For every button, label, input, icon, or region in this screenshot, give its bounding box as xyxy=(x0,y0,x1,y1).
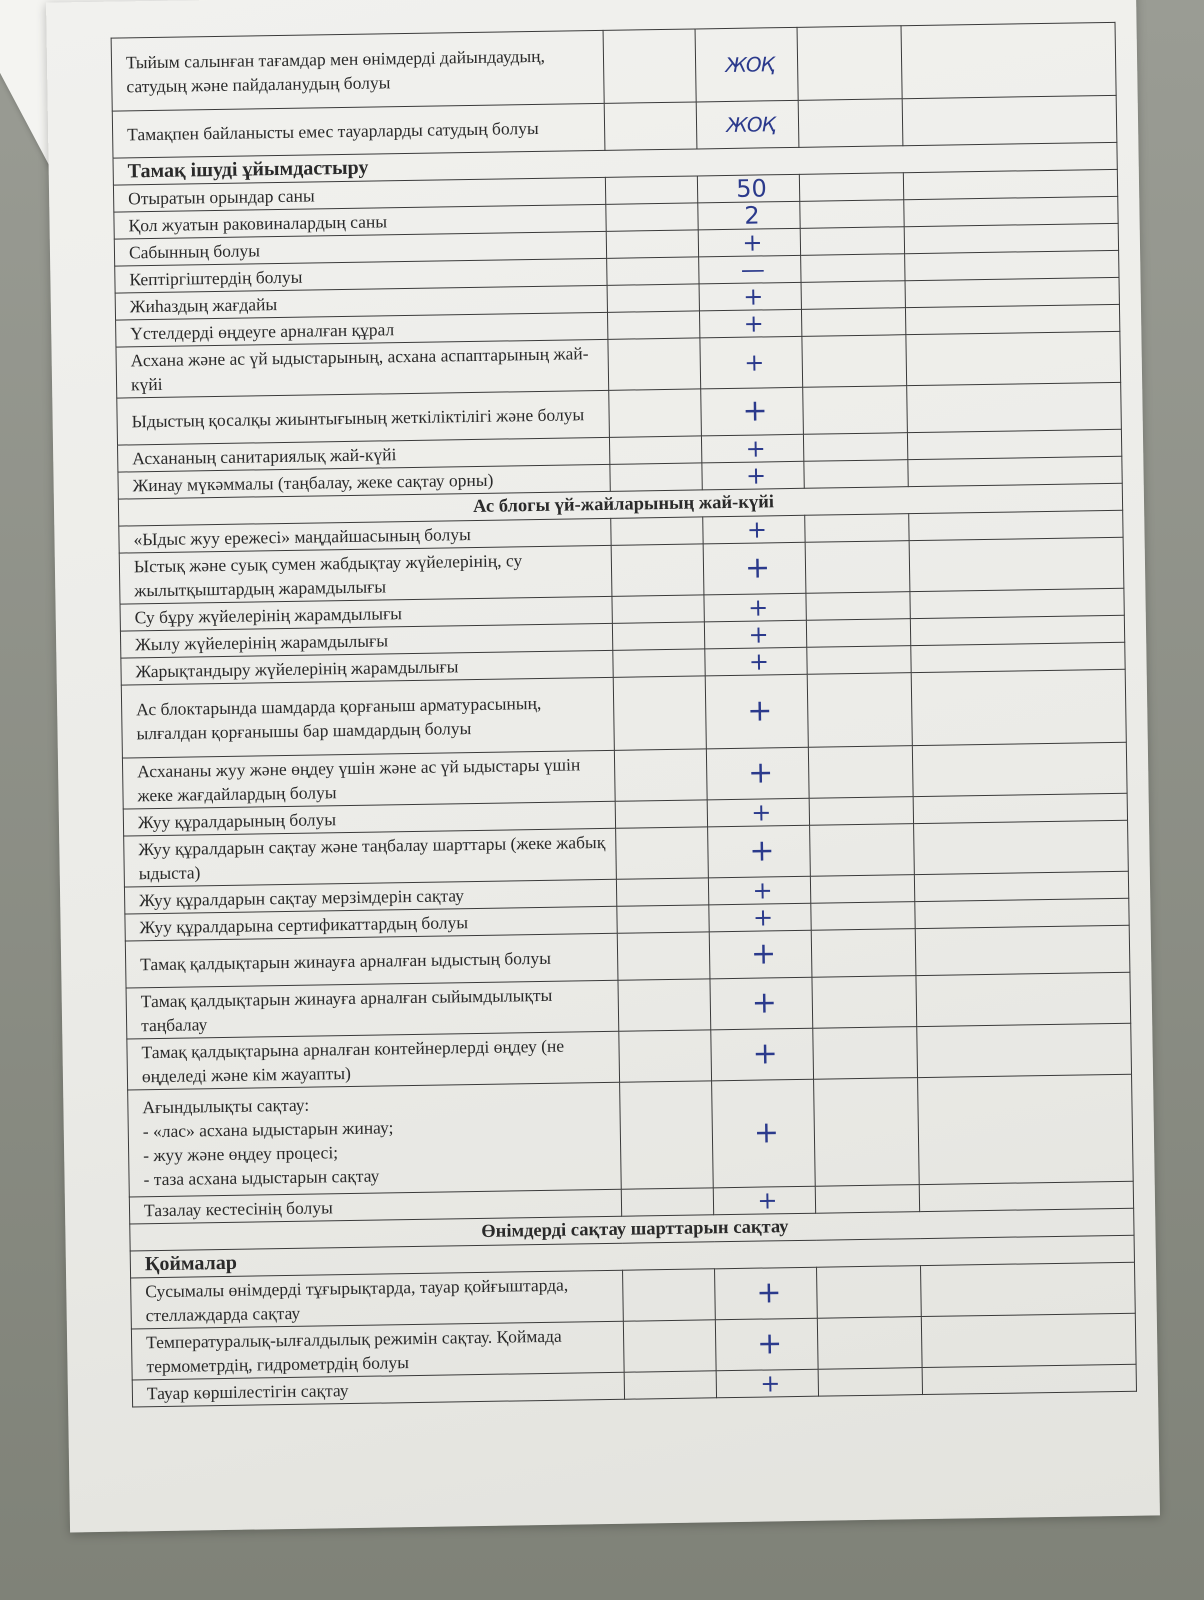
blank-cell xyxy=(607,257,699,285)
blank-cell xyxy=(803,386,908,435)
blank-cell xyxy=(623,1320,716,1372)
blank-cell xyxy=(908,456,1122,486)
blank-cell xyxy=(912,742,1127,796)
handwritten-mark: + xyxy=(700,336,803,389)
blank-cell xyxy=(905,277,1119,307)
blank-cell xyxy=(905,304,1119,334)
handwritten-mark: + xyxy=(707,798,809,827)
blank-cell xyxy=(806,592,910,621)
blank-cell xyxy=(611,517,703,545)
row-criterion: Тамақ қалдықтарын жинауға арналған ыдыстың болуы xyxy=(125,933,618,988)
row-criterion: Тауар көршілестігін сақтау xyxy=(132,1372,624,1407)
handwritten-mark: + xyxy=(711,1028,814,1081)
row-criterion: Тамақ қалдықтарына арналған контейнерлерді өңдеу (не өңделеді және кім жауапты) xyxy=(127,1031,620,1090)
row-criterion: Тамақ қалдықтарын жинауға арналған сыйымдылықты таңбалау xyxy=(126,980,619,1039)
blank-cell xyxy=(905,250,1119,280)
blank-cell xyxy=(919,1181,1133,1211)
blank-cell xyxy=(915,898,1129,928)
handwritten-mark: + xyxy=(698,228,800,257)
blank-cell xyxy=(618,979,711,1031)
blank-cell xyxy=(607,284,699,312)
handwritten-mark: + xyxy=(705,647,807,676)
blank-cell xyxy=(605,176,697,204)
blank-cell xyxy=(604,102,697,150)
blank-cell xyxy=(607,311,699,339)
row-criterion: Сусымалы өнімдерді тұғырықтарда, тауар қойғыштарда, стеллаждарда сақтау xyxy=(131,1270,624,1329)
blank-cell xyxy=(613,676,706,750)
blank-cell xyxy=(803,433,907,462)
blank-cell xyxy=(621,1188,713,1216)
blank-cell xyxy=(614,749,707,801)
handwritten-mark: + xyxy=(699,282,801,311)
row-criterion: Үстелдерді өңдеуге арналған құрал xyxy=(116,312,608,347)
blank-cell xyxy=(808,746,913,799)
blank-cell xyxy=(915,925,1130,975)
section-title: Өнімдерді сақтау шарттарын сақтау xyxy=(130,1208,1134,1251)
handwritten-mark: ЖОҚ xyxy=(695,27,798,102)
blank-cell xyxy=(911,669,1126,745)
blank-cell xyxy=(801,254,905,283)
blank-cell xyxy=(917,1023,1132,1077)
blank-cell xyxy=(909,510,1123,540)
inspection-checklist-table xyxy=(111,22,1137,1408)
blank-cell xyxy=(612,622,704,650)
row-criterion: Жуу құралдарына сертификаттардың болуы xyxy=(125,906,617,941)
handwritten-mark: + xyxy=(708,876,810,905)
row-criterion: Тамақпен байланысты емес тауарларды сатудың болуы xyxy=(112,103,605,158)
blank-cell xyxy=(807,673,912,748)
section-title: Тамақ ішуді ұйымдастыру xyxy=(113,142,1117,185)
row-criterion: Жинау мүкәммалы (таңбалау, жеке сақтау орны) xyxy=(118,464,610,499)
blank-cell xyxy=(812,976,917,1029)
blank-cell xyxy=(797,26,902,101)
table-row xyxy=(128,1074,1134,1197)
blank-cell xyxy=(810,824,915,877)
blank-cell xyxy=(805,541,910,594)
blank-cell xyxy=(918,1074,1134,1184)
handwritten-mark: + xyxy=(708,825,811,878)
blank-cell xyxy=(608,338,701,390)
handwritten-mark: + xyxy=(706,747,809,800)
blank-cell xyxy=(615,800,707,828)
row-criterion: Ыстық және суық сумен жабдықтау жүйелерінің, су жылытқыштардың жарамдылығы xyxy=(119,545,612,604)
blank-cell xyxy=(613,649,705,677)
blank-cell xyxy=(801,308,905,337)
handwritten-mark: + xyxy=(703,515,805,544)
row-criterion: Жиһаздың жағдайы xyxy=(115,285,607,320)
row-criterion: Сабынның болуы xyxy=(114,231,606,266)
blank-cell xyxy=(623,1269,716,1321)
blank-cell xyxy=(901,22,1116,98)
handwritten-mark: ЖОҚ xyxy=(696,100,799,149)
blank-cell xyxy=(814,1078,920,1187)
handwritten-mark: + xyxy=(701,434,803,463)
row-criterion: Асхананы жуу және өңдеу үшін және ас үй ыдыстары үшін жеке жағдайлардың болуы xyxy=(122,750,615,809)
blank-cell xyxy=(806,619,910,648)
handwritten-mark: + xyxy=(709,930,812,979)
blank-cell xyxy=(911,642,1125,672)
handwritten-mark: + xyxy=(704,620,806,649)
row-criterion: Асхананың санитариялық жай-күйі xyxy=(118,437,610,472)
blank-cell xyxy=(914,871,1128,901)
handwritten-mark: + xyxy=(702,461,804,490)
row-criterion: Жарықтандыру жүйелерінің жарамдылығы xyxy=(121,650,613,685)
row-criterion: Су бұру жүйелерінің жарамдылығы xyxy=(120,596,612,631)
blank-cell xyxy=(619,1030,712,1082)
blank-cell xyxy=(815,1185,919,1214)
row-criterion: Жылу жүйелерінің жарамдылығы xyxy=(120,623,612,658)
blank-cell xyxy=(800,227,904,256)
subsection-title: Қоймалар xyxy=(130,1235,1134,1278)
blank-cell xyxy=(817,1266,922,1319)
blank-cell xyxy=(606,203,698,231)
blank-cell xyxy=(813,1027,918,1080)
row-criterion: Кептіргіштердің болуы xyxy=(115,258,607,293)
blank-cell xyxy=(609,436,701,464)
blank-cell xyxy=(913,793,1127,823)
row-criterion: Температуралық-ылғалдылық режимін сақтау. Қоймада термометрдің, гидрометрдің болуы xyxy=(131,1321,624,1380)
handwritten-mark: — xyxy=(699,255,801,284)
row-criterion: Қол жуатын раковиналардың саны xyxy=(114,204,606,239)
handwritten-mark: + xyxy=(715,1267,818,1320)
blank-cell xyxy=(903,169,1117,199)
handwritten-mark: + xyxy=(710,977,813,1030)
blank-cell xyxy=(617,932,710,980)
handwritten-mark: + xyxy=(704,593,806,622)
row-criterion: Ас блоктарында шамдарда қорғаныш арматурасының, ылғалдан қорғанышы бар шамдардың болуы xyxy=(121,677,614,758)
blank-cell xyxy=(916,972,1131,1026)
handwritten-mark: + xyxy=(712,1079,816,1188)
row-criterion: «Ыдыс жуу ережесі» маңдайшасының болуы xyxy=(119,518,611,553)
handwritten-mark: + xyxy=(705,674,808,749)
row-criterion: Отыратын орындар саны xyxy=(113,177,605,212)
row-criterion: Жуу құралдарын сақтау және таңбалау шарттары (жеке жабық ыдыста) xyxy=(124,828,617,887)
row-criterion: Асхана және ас үй ыдыстарының, асхана аспаптарының жай-күйі xyxy=(116,339,609,398)
handwritten-mark: + xyxy=(709,903,811,932)
handwritten-mark: + xyxy=(713,1186,815,1215)
handwritten-mark: + xyxy=(701,387,804,436)
blank-cell xyxy=(800,200,904,229)
blank-cell xyxy=(904,223,1118,253)
blank-cell xyxy=(617,905,709,933)
blank-cell xyxy=(799,173,903,202)
blank-cell xyxy=(804,460,908,489)
handwritten-mark: + xyxy=(715,1318,818,1371)
blank-cell xyxy=(606,230,698,258)
blank-cell xyxy=(612,595,704,623)
handwritten-mark: + xyxy=(716,1369,818,1398)
blank-cell xyxy=(603,29,696,103)
blank-cell xyxy=(914,820,1129,874)
checklist-page xyxy=(46,0,1160,1532)
blank-cell xyxy=(921,1313,1136,1367)
blank-cell xyxy=(910,615,1124,645)
blank-cell xyxy=(802,335,907,388)
blank-cell xyxy=(920,1262,1135,1316)
blank-cell xyxy=(811,902,915,931)
blank-cell xyxy=(616,827,709,879)
blank-cell xyxy=(817,1317,922,1370)
row-criterion: Тазалау кестесінің болуы xyxy=(129,1189,621,1224)
handwritten-mark: + xyxy=(703,542,806,595)
blank-cell xyxy=(616,878,708,906)
blank-cell xyxy=(906,331,1121,385)
blank-cell xyxy=(624,1371,716,1399)
row-criterion: Ыдыстың қосалқы жиынтығының жеткіліктілігі және болуы xyxy=(117,390,610,445)
blank-cell xyxy=(907,429,1121,459)
blank-cell xyxy=(610,463,702,491)
row-criterion: Тыйым салынған тағамдар мен өнімдерді дайындаудың, сатудың және пайдаланудың болуы xyxy=(111,30,604,111)
blank-cell xyxy=(809,797,913,826)
blank-cell xyxy=(805,514,909,543)
blank-cell xyxy=(609,389,702,437)
row-criterion: Жуу құралдарын сақтау мерзімдерін сақтау xyxy=(124,879,616,914)
blank-cell xyxy=(811,929,916,978)
blank-cell xyxy=(620,1081,714,1189)
row-criterion: Ағындылықты сақтау: - «лас» асхана ыдыстарын жинау; - жуу және өңдеу процесі; - таза асхана ыдыстарын сақтау xyxy=(128,1082,622,1197)
blank-cell xyxy=(902,95,1117,145)
blank-cell xyxy=(807,646,911,675)
blank-cell xyxy=(907,382,1122,432)
blank-cell xyxy=(810,875,914,904)
handwritten-mark: 50 xyxy=(697,174,799,203)
blank-cell xyxy=(801,281,905,310)
blank-cell xyxy=(611,544,704,596)
handwritten-mark: + xyxy=(699,309,801,338)
blank-cell xyxy=(909,537,1124,591)
section-title: Ас блогы үй-жайларының жай-күйі xyxy=(118,483,1122,526)
row-criterion: Жуу құралдарының болуы xyxy=(123,801,615,836)
blank-cell xyxy=(904,196,1118,226)
blank-cell xyxy=(798,99,903,148)
blank-cell xyxy=(818,1368,922,1397)
blank-cell xyxy=(910,588,1124,618)
blank-cell xyxy=(922,1364,1136,1394)
handwritten-mark: 2 xyxy=(698,201,800,230)
